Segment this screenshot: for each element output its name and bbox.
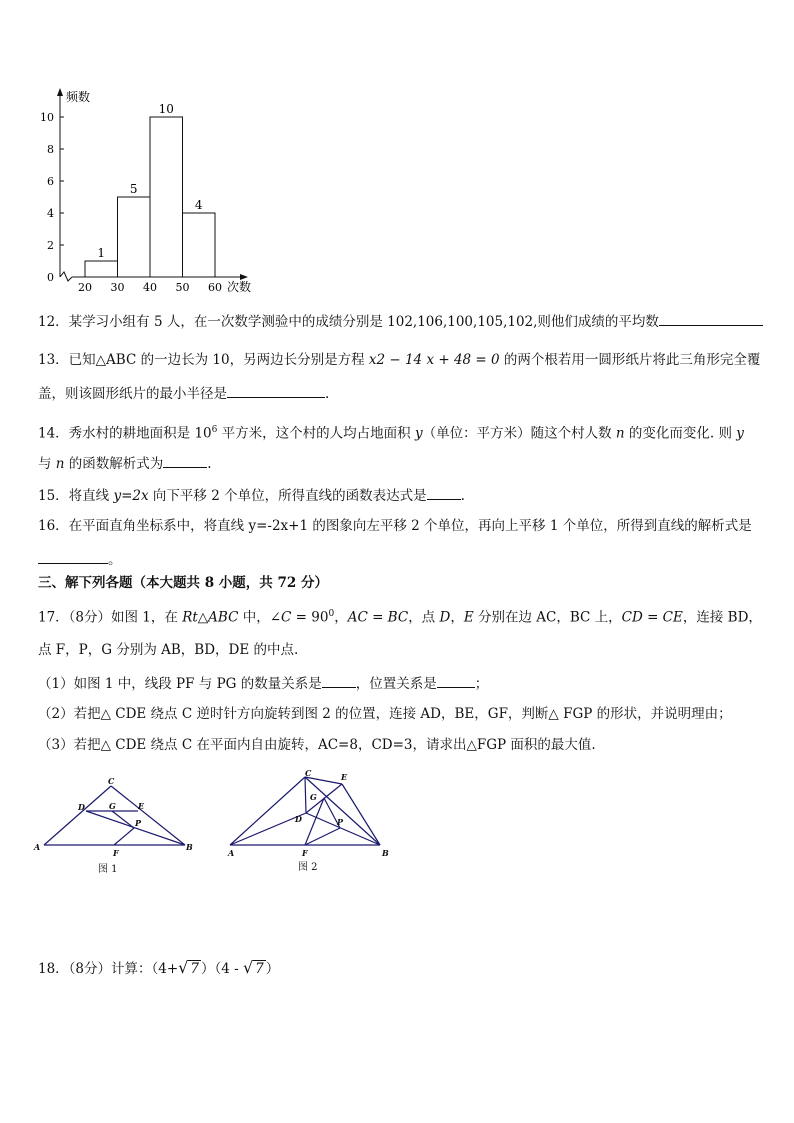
q18-text-a: 18．（8分）计算：（4+ — [38, 961, 179, 977]
q13-answer-blank — [227, 383, 325, 398]
x-tick-label: 60 — [208, 281, 222, 294]
figure-2-lines — [230, 777, 380, 845]
x-tick-label: 50 — [175, 281, 190, 294]
histogram-bar — [150, 117, 183, 277]
y-tick-label: 2 — [47, 239, 54, 252]
q15-equation: y=2x — [113, 488, 149, 504]
q18-text-b: ）（4 - — [200, 961, 243, 977]
y-axis-arrow — [57, 88, 63, 96]
fig2-segment-gf — [305, 798, 324, 845]
q14-text-d: 的变化而变化. 则 — [624, 425, 737, 442]
y-tick-label: 6 — [47, 175, 54, 188]
fig1-label-f: F — [113, 848, 119, 858]
q15-text-a: 15．将直线 — [38, 488, 114, 504]
fig1-label-g: G — [109, 801, 116, 811]
q17-ac-bc: AC = BC — [347, 609, 409, 626]
fig1-label-a: A — [34, 842, 41, 852]
q14-answer-blank — [163, 453, 207, 468]
q13-text-b: 的两个根若用一圆形纸片将此三角形完全覆 — [499, 352, 761, 368]
q18-text-c: ） — [265, 961, 280, 977]
bar-data-label: 4 — [194, 198, 203, 212]
q17-part1-c: ； — [474, 676, 489, 692]
q15-text-b: 向下平移 2 个单位，所得直线的函数表达式是 — [148, 488, 427, 504]
q17-text-d: 分别在边 AC，BC 上， — [473, 609, 622, 626]
fig1-label-b: B — [186, 842, 193, 852]
q17-sep1: ， — [334, 609, 348, 626]
fig2-label-d: D — [295, 814, 302, 824]
q18-radicand-1: 7 — [190, 961, 199, 977]
question-16-line2 — [38, 549, 122, 570]
question-17-part3: （3）若把△ CDE 绕点 C 在平面内自由旋转，AC=8，CD=3，请求出△FGP 面积的最大值. — [38, 737, 596, 753]
q17-text-a: 17．（8分）如图 1，在 — [38, 609, 183, 626]
figure-1-lines — [44, 786, 185, 845]
y-tick-label: 0 — [47, 271, 54, 284]
q17-cd-ce: CD = CE — [621, 609, 683, 626]
fig2-segment-bc — [305, 777, 380, 845]
fig1-caption: 图 1 — [98, 864, 118, 875]
question-18 — [38, 958, 279, 979]
q13-equation: x2 − 14 x + 48 = 0 — [368, 352, 500, 368]
q14-var-y: y — [414, 425, 423, 442]
fig1-label-e: E — [138, 801, 145, 811]
question-16 — [38, 516, 752, 536]
q14-text-e: 与 — [38, 456, 56, 472]
x-tick-label: 30 — [110, 281, 125, 294]
fig2-label-p: P — [337, 817, 344, 827]
x-axis-break — [60, 272, 72, 281]
q16-answer-blank — [38, 549, 108, 564]
question-12 — [38, 311, 763, 332]
fig1-segment-bc — [111, 786, 185, 845]
q12-answer-blank — [659, 311, 763, 326]
q14-var-n2: n — [55, 456, 65, 472]
fig2-segment-be — [342, 784, 380, 845]
fig1-segment-gp — [112, 811, 134, 828]
q18-sqrt-1: √ 7 — [178, 958, 199, 977]
q14-text-a: 14．秀水村的耕地面积是 10 — [38, 425, 212, 442]
q14-var-y2: y — [736, 425, 744, 442]
fig2-label-f: F — [302, 848, 308, 858]
q17-text-b: 中，∠ — [238, 609, 282, 626]
y-tick-label: 4 — [47, 207, 54, 220]
question-15 — [38, 485, 465, 506]
x-tick-label: 20 — [78, 281, 92, 294]
q17-sep2: ，点 — [408, 609, 440, 626]
fig2-label-b: B — [382, 848, 389, 858]
histogram-bar — [183, 213, 216, 277]
question-17-line2: 点 F，P，G 分别为 AB，BD，DE 的中点. — [38, 642, 299, 658]
bar-data-label: 1 — [97, 246, 106, 260]
bar-data-label: 10 — [158, 102, 174, 116]
q17-part1-blank2 — [437, 673, 475, 688]
figure-1 — [30, 774, 200, 880]
q13-text-c: 盖，则该圆形纸片的最小半径是 — [38, 386, 227, 402]
y-tick-label: 8 — [47, 143, 54, 156]
bar-data-label: 5 — [129, 182, 138, 196]
q17-part1-a: （1）如图 1 中，线段 PF 与 PG 的数量关系是 — [38, 676, 322, 692]
fig2-caption: 图 2 — [298, 862, 318, 873]
q17-point-d: D — [439, 609, 451, 626]
q17-part1-blank1 — [322, 673, 356, 688]
question-17-part1 — [38, 673, 488, 694]
chart-plot-area — [40, 88, 251, 294]
histogram-chart — [30, 84, 270, 299]
section-3-heading: 三、解下列各题（本大题共 8 小题，共 72 分） — [38, 575, 328, 591]
q15-end: . — [460, 488, 465, 504]
fig2-label-e: E — [341, 772, 348, 782]
question-17 — [38, 604, 762, 628]
question-14 — [38, 420, 744, 444]
q17-text-e: ，连接 BD， — [682, 609, 762, 626]
question-17-part2: （2）若把△ CDE 绕点 C 逆时针方向旋转到图 2 的位置，连接 AD，BE，GF，判断△ FGP 的形状，并说明理由； — [38, 706, 732, 722]
x-axis-title: 次数 — [227, 280, 252, 294]
q17-angle-c: C — [281, 609, 292, 626]
q14-end: . — [207, 456, 212, 472]
figure-2 — [222, 766, 397, 878]
fig2-label-g: G — [310, 792, 317, 802]
q17-part1-b: ，位置关系是 — [355, 676, 437, 692]
fig1-label-d: D — [78, 802, 85, 812]
q18-radicand-2: 7 — [255, 961, 264, 977]
q13-text-a: 13．已知△ABC 的一边长为 10，另两边长分别是方程 — [38, 352, 369, 368]
fig1-label-p: P — [135, 818, 142, 828]
question-13-line2 — [38, 383, 329, 404]
fig2-label-a: A — [228, 848, 235, 858]
q14-var-n: n — [615, 425, 625, 442]
fig2-segment-cd — [305, 777, 306, 813]
fig1-segment-fp — [114, 828, 134, 845]
q14-text-b: 平方米，这个村的人均占地面积 — [217, 425, 415, 442]
q17-point-e: E — [463, 609, 474, 626]
q17-text-c: = 90 — [291, 609, 329, 626]
fig2-segment-ac — [230, 777, 305, 845]
question-13 — [38, 350, 760, 370]
fig1-label-c: C — [108, 776, 115, 786]
q14-text-f: 的函数解析式为 — [64, 456, 164, 472]
q14-exponent: 6 — [211, 425, 218, 435]
fig2-label-c: C — [305, 768, 312, 778]
fig1-segment-bd — [86, 811, 185, 845]
q17-degree: 0 — [328, 609, 335, 619]
histogram-bar — [118, 197, 151, 277]
question-14-line2 — [38, 453, 212, 474]
q18-sqrt-2: √ 7 — [242, 958, 264, 977]
q17-sep3: ， — [450, 609, 464, 626]
fig2-segment-ce — [305, 777, 342, 784]
q16-end: 。 — [108, 552, 122, 568]
q17-rt-abc: Rt△ABC — [182, 609, 239, 626]
q14-text-c: （单位：平方米）随这个村人数 — [422, 425, 616, 442]
q15-answer-blank — [427, 485, 461, 500]
x-tick-label: 40 — [143, 281, 157, 294]
q13-end: . — [325, 386, 330, 402]
q16-text: 16．在平面直角坐标系中，将直线 y=-2x+1 的图象向左平移 2 个单位，再向上平移 1 个单位，所得到直线的解析式是 — [38, 518, 752, 534]
y-axis-title: 频数 — [66, 90, 91, 104]
q12-text: 12．某学习小组有 5 人，在一次数学测验中的成绩分别是 102,106,100,105,102,则他们成绩的平均数 — [38, 314, 659, 330]
y-tick-label: 10 — [40, 111, 54, 124]
histogram-bar — [85, 261, 118, 277]
